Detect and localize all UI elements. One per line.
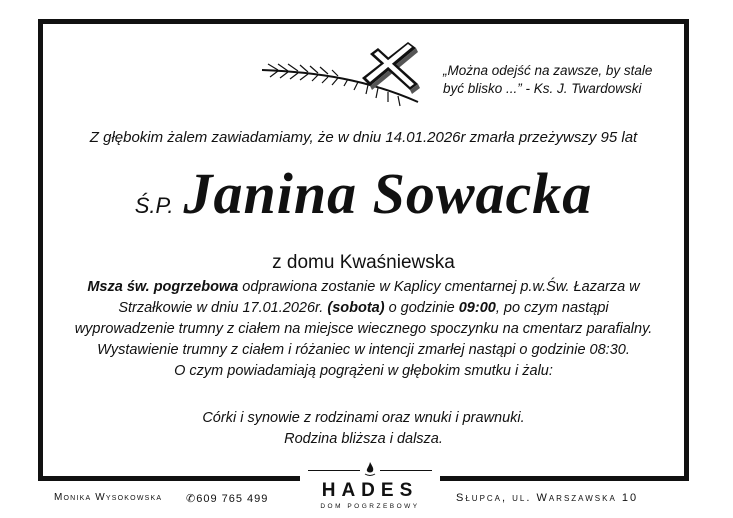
family-line-2: Rodzina bliższa i dalsza. — [284, 431, 443, 447]
deceased-name: Janina Sowacka — [183, 161, 593, 226]
ceremony-text-2: o godzinie — [384, 300, 459, 316]
ceremony-text-3: , po czym nastąpi wyprowadzenie trumny z ciałem na miejsce wiecznego spoczynku na cmentarz parafialny. Wystawienie trumny z ciałem i różaniec w intencji zmarłej nastąpi o godzinie 08:30. — [74, 300, 653, 358]
hades-logo — [300, 460, 440, 516]
flame-icon — [362, 461, 378, 477]
ceremony-text-1: odprawiona zostanie w Kaplicy cmentarnej p.w.Św. Łazarza w Strzałkowie w dniu 17.01.2026r. — [118, 279, 640, 316]
name-prefix: Ś.P. — [134, 193, 174, 218]
maiden-name: z domu Kwaśniewska — [272, 252, 455, 273]
name-row — [38, 160, 689, 227]
cross-with-palm-icon — [258, 40, 438, 120]
footer-address: Słupca, ul. Warszawska 10 — [456, 492, 639, 504]
quote-line-1: „Można odejść na zawsze, by stale — [443, 63, 653, 78]
logo-subtitle: DOM POGRZEBOWY — [320, 503, 420, 510]
quote-line-2: być blisko ...” - Ks. J. Twardowski — [443, 81, 642, 96]
time-label: 09:00 — [458, 300, 496, 316]
mass-label: Msza św. pogrzebowa — [87, 279, 239, 295]
intro-text: Z głębokim żalem zawiadamiamy, że w dniu 14.01.2026r zmarła przeżywszy 95 lat — [89, 129, 638, 146]
logo-line-right — [380, 470, 432, 471]
ceremony-paragraph — [68, 277, 659, 361]
family-signature — [38, 408, 689, 450]
ceremony-details — [68, 277, 659, 382]
closing-line: O czym powiadamiają pogrążeni w głębokim smutku i żalu: — [174, 363, 553, 379]
footer-name: Monika Wysokowska — [54, 492, 163, 503]
logo-title: HADES — [321, 480, 419, 501]
day-label: (sobota) — [327, 300, 385, 316]
logo-line-left — [308, 470, 360, 471]
family-line-1: Córki i synowie z rodzinami oraz wnuki i prawnuki. — [202, 410, 525, 426]
quote — [443, 62, 683, 98]
footer-phone: ✆609 765 499 — [186, 493, 269, 505]
